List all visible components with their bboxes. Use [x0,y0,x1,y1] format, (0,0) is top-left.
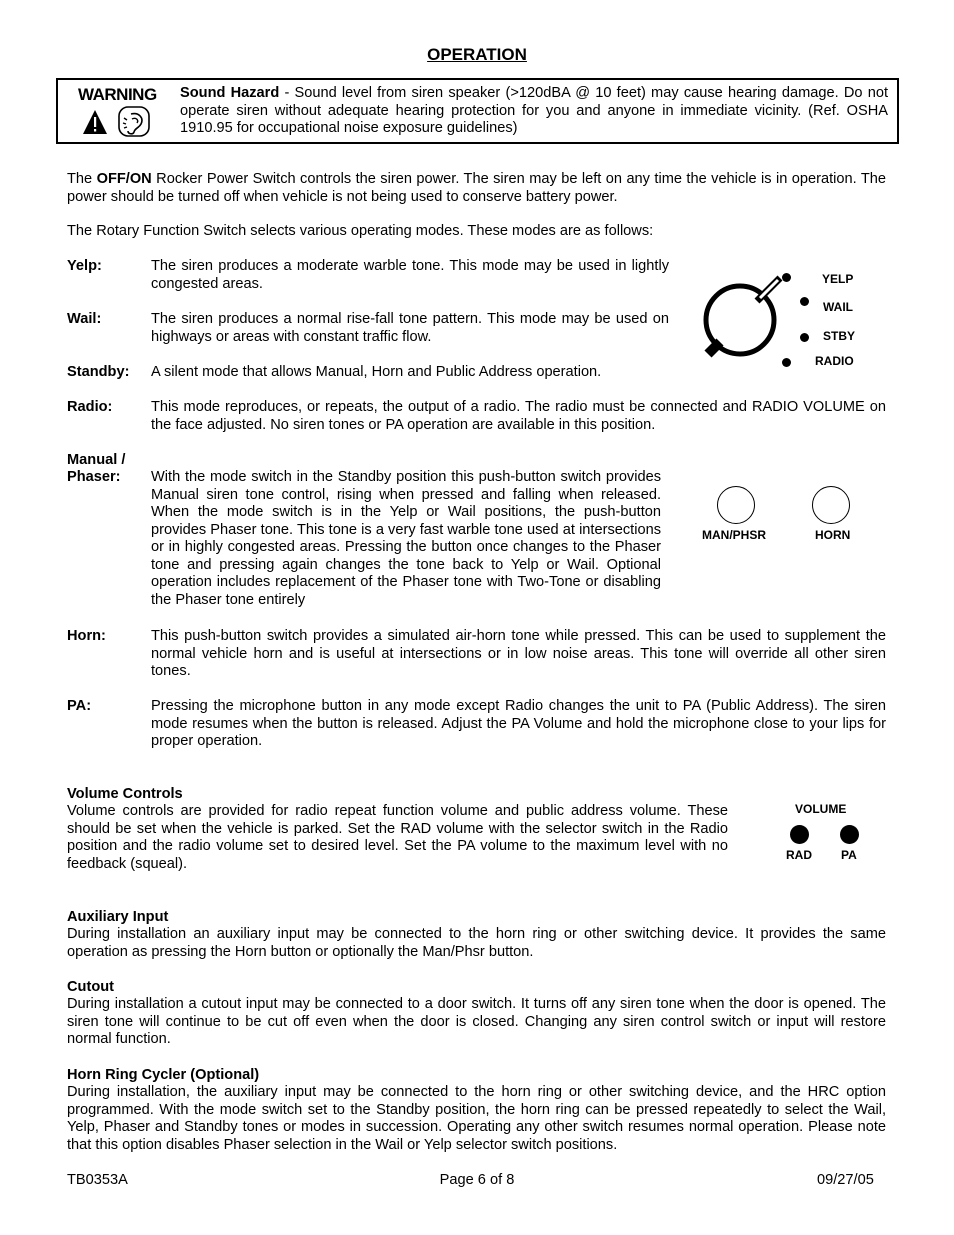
mode-term-yelp: Yelp: [67,258,102,274]
man-phsr-button-diagram [717,486,755,524]
mode-desc-pa: Pressing the microphone button in any mode except Radio changes the unit to PA (Public Address). The siren mode resumes when the button is released. Adjust the PA Volume and hold the microphone close to your lips for proper operation. [151,698,886,749]
rotary-label-yelp: YELP [822,272,854,286]
pa-volume-label: PA [841,848,857,862]
mode-term-manual-line1: Manual / [67,452,126,468]
horn-label: HORN [815,528,851,542]
warning-box [56,78,899,144]
rotary-label-stby: STBY [823,329,856,343]
mode-desc-manual: With the mode switch in the Standby position this push-button switch provides Manual siren tone control, rising when pressed and falling when released. When the mode switch is in the Yelp or Wail positions, the push-button provides Phaser tone. This tone is a very fast warble tone used at intersections or in highly congested areas. Pressing the button once changes to the Phaser tone and pressing again changes the tone back to Yelp or Wail. Optional operation includes replacement of the Phaser tone with Two-Tone or disabling the Phaser tone entirely [151,469,661,608]
man-phsr-label: MAN/PHSR [702,528,767,542]
footer-page-number: Page 6 of 8 [439,1172,515,1188]
aux-text: During installation an auxiliary input may be connected to the horn ring or other switching device. It provides the same operation as pressing the Horn button or optionally the Man/Phsr button. [67,926,886,960]
volume-text: Volume controls are provided for radio repeat function volume and public address volume. These should be set when the vehicle is parked. Set the RAD volume with the selector switch in the Radio position and the radio volume set to desired level. Set the PA volume to the maximum level with no feedback (squeal). [67,803,728,872]
warning-label: WARNING [78,85,157,104]
footer-doc-number: TB0353A [67,1172,128,1188]
mode-desc-wail: The siren produces a normal rise-fall tone pattern. This mode may be used on highways or areas with constant traffic flow. [151,311,669,345]
aux-heading: Auxiliary Input [67,909,169,925]
mode-term-radio: Radio: [67,399,113,415]
rad-volume-knob-icon [790,825,809,844]
hrc-text: During installation, the auxiliary input may be connected to the horn ring or other switching device, and the HRC option programmed. With the mode switch set to the Standby position, the horn ring can be pressed repeatedly to select the Wail, Yelp, Phaser and Standby tones or modes in succession. Operating any other switch resumes normal operation. Please note that this option disables Phaser selection in the Wail or Yelp selector switch positions. [67,1084,886,1153]
hrc-heading: Horn Ring Cycler (Optional) [67,1067,260,1083]
cutout-text: During installation a cutout input may be connected to a door switch. It turns off any siren tone when the door is opened. The siren tone will continue to be cut off even when the door is closed. Changing any siren control switch or input will restore normal function. [67,996,886,1047]
rotary-position-dot-stby [800,333,809,342]
mode-term-manual-line2: Phaser: [67,469,121,485]
mode-term-wail: Wail: [67,311,102,327]
warning-body: - Sound level from siren speaker (>120dBA @ 10 feet) may cause hearing damage. Do not operate siren without adequate hearing protection for you and anyone in immediate vicinity. (Ref. OSHA 1910.95 for occupational noise exposure guidelines) [180,85,888,136]
mode-term-horn: Horn: [67,628,106,644]
mode-term-standby: Standby: [67,364,130,380]
intro-switch-name: OFF/ON [96,171,152,187]
rotary-switch-diagram [700,268,880,368]
footer-date: 09/27/05 [817,1172,874,1188]
intro-text-post: Rocker Power Switch controls the siren power. The siren may be left on any time the vehicle is in operation. The power should be turned off when vehicle is not being used to conserve battery power. [67,171,887,205]
volume-diagram-title: VOLUME [795,802,847,816]
mode-desc-standby: A silent mode that allows Manual, Horn and Public Address operation. [151,364,602,380]
mode-term-pa: PA: [67,698,92,714]
mode-desc-yelp: The siren produces a moderate warble tone. This mode may be used in lightly congested areas. [151,258,669,292]
rotary-position-dot-wail [800,297,809,306]
rotary-label-radio: RADIO [815,354,854,368]
page-title: OPERATION [427,45,527,64]
rotary-label-wail: WAIL [823,300,853,314]
warning-text [180,85,888,138]
warning-triangle-ear-icon [82,106,152,138]
horn-button-diagram [812,486,850,524]
rotary-position-dot-radio [782,358,791,367]
mode-desc-horn: This push-button switch provides a simulated air-horn tone while pressed. This can be used to supplement the normal vehicle horn and is useful at intersections or in low noise areas. This tone will override all other siren tones. [151,628,886,679]
intro-paragraph-power [67,171,886,206]
intro-text-pre: The [67,171,97,187]
intro-paragraph-rotary: The Rotary Function Switch selects various operating modes. These modes are as follows: [67,223,654,239]
rad-volume-label: RAD [786,848,812,862]
volume-heading: Volume Controls [67,786,183,802]
rotary-knob-icon [700,268,800,368]
warning-hazard-title: Sound Hazard [180,85,280,101]
pa-volume-knob-icon [840,825,859,844]
rotary-position-dot-yelp [782,273,791,282]
mode-desc-radio: This mode reproduces, or repeats, the output of a radio. The radio must be connected and RADIO VOLUME on the face adjusted. No siren tones or PA operation are available in this position. [151,399,886,433]
cutout-heading: Cutout [67,979,115,995]
